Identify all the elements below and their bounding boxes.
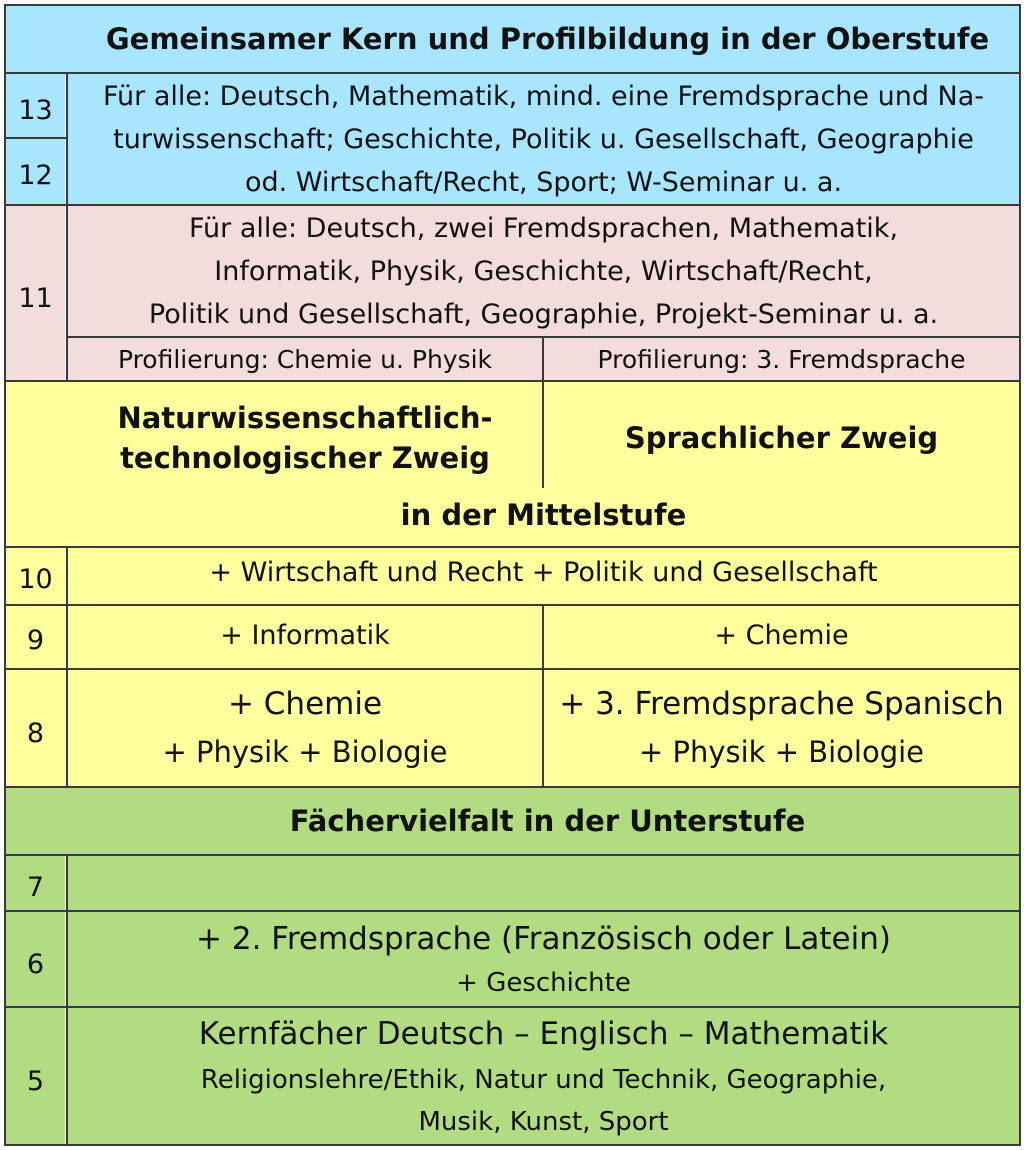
- mittelstufe-caption: [68, 490, 1019, 540]
- branch-divider-grades: [542, 604, 544, 788]
- grade-11-profile-right-label: Profilierung: 3. Fremdsprache: [597, 344, 966, 374]
- grade-11-profile-left-label: Profilierung: Chemie u. Physik: [117, 344, 493, 374]
- grade-5-cell: [6, 1008, 65, 1144]
- divider-grade-8-unterstufe: [4, 786, 1021, 788]
- grade-9-right-label: + Chemie: [714, 619, 849, 651]
- grade-8-right-line-2: + Physik + Biologie: [638, 735, 925, 769]
- grade-7-subjects: [68, 856, 1019, 910]
- grade-6-subjects-line-2: + Geschichte: [456, 968, 631, 998]
- grade-column-line-unterstufe: [66, 854, 68, 1146]
- oberstufe-header-label: Gemeinsamer Kern und Profilbildung in der Oberstufe: [105, 22, 990, 56]
- grade-12-cell: [6, 139, 65, 204]
- grade-6-subjects-line-1: + 2. Fremdsprache (Französisch oder Latein): [196, 921, 891, 957]
- grade-9-cell: [6, 606, 65, 668]
- mittelstufe-caption-label: in der Mittelstufe: [400, 498, 687, 532]
- grade-6-label: 6: [26, 948, 45, 980]
- grade-7-cell: [6, 856, 65, 910]
- grade-9-label: 9: [26, 624, 45, 656]
- grade-6-subjects: [68, 912, 1019, 1006]
- grade-5-label: 5: [26, 1065, 45, 1097]
- grade-11-cell: [6, 206, 65, 380]
- border-top: [4, 4, 1021, 6]
- grade-11-subjects-line-2: Informatik, Physik, Geschichte, Wirtschaft/Recht,: [214, 255, 873, 287]
- grade-9-left: [68, 606, 542, 668]
- grade-5-subjects-line-2: Religionslehre/Ethik, Natur und Technik, Geographie,: [200, 1065, 887, 1095]
- branch-right-label: Sprachlicher Zweig: [624, 421, 939, 455]
- unterstufe-header: [6, 788, 1019, 854]
- grade-10-subjects-label: + Wirtschaft und Recht + Politik und Gesellschaft: [209, 556, 878, 588]
- oberstufe-subjects-line-3: od. Wirtschaft/Recht, Sport; W-Seminar u. a.: [244, 166, 843, 198]
- grade-8-left-line-1: + Chemie: [227, 686, 383, 722]
- oberstufe-subjects-line-2: turwissenschaft; Geschichte, Politik u. Gesellschaft, Geographie: [113, 123, 974, 155]
- grade-7-label: 7: [26, 871, 45, 903]
- grade-8-right-line-1: + 3. Fremdsprache Spanisch: [559, 686, 1004, 722]
- divider-unterstufe-7: [4, 854, 1021, 856]
- grade-8-left: [68, 670, 542, 786]
- grade-10-label: 10: [18, 563, 53, 595]
- grade-6-cell: [6, 912, 65, 1006]
- branch-left-line-2: technologischer Zweig: [120, 441, 490, 475]
- border-right: [1019, 4, 1021, 1146]
- grade-11-subjects: [68, 206, 1019, 336]
- divider-grade-7-6: [4, 910, 1021, 912]
- divider-grade-12-11: [4, 204, 1021, 206]
- divider-grade-9-8: [4, 668, 1021, 670]
- grade-8-left-line-2: + Physik + Biologie: [162, 735, 448, 769]
- grade-column-line-upper: [66, 72, 68, 382]
- grade-11-profile-right: [544, 338, 1019, 380]
- divider-grade-13-12: [4, 137, 66, 139]
- grade-8-cell: [6, 670, 65, 786]
- divider-grade-11-mittelstufe: [4, 380, 1021, 382]
- grade-9-left-label: + Informatik: [220, 619, 390, 651]
- grade-5-subjects-line-3: Musik, Kunst, Sport: [418, 1107, 669, 1137]
- grade-11-subjects-line-3: Politik und Gesellschaft, Geographie, Projekt-Seminar u. a.: [148, 298, 939, 330]
- grade-11-subjects-line-1: Für alle: Deutsch, zwei Fremdsprachen, Mathematik,: [188, 212, 899, 244]
- divider-grade-6-5: [4, 1006, 1021, 1008]
- branch-left-line-1: Naturwissenschaftlich-: [117, 401, 493, 435]
- branch-right: [544, 390, 1019, 486]
- oberstufe-header: [6, 6, 1019, 72]
- grade-8-right: [544, 670, 1019, 786]
- grade-11-label: 11: [18, 282, 53, 314]
- grade-9-right: [544, 606, 1019, 668]
- oberstufe-subjects-line-1: Für alle: Deutsch, Mathematik, mind. eine Fremdsprache und Na-: [102, 80, 985, 112]
- divider-oberstufe-header: [4, 72, 1021, 74]
- divider-mittelstufe-10: [4, 546, 1021, 548]
- grade-12-label: 12: [18, 160, 53, 191]
- grade-column-line-lower: [66, 546, 68, 788]
- unterstufe-header-label: Fächervielfalt in der Unterstufe: [289, 804, 806, 838]
- divider-grade-10-9: [4, 604, 1021, 606]
- grade-8-label: 8: [26, 717, 45, 749]
- grade-5-subjects-line-1: Kernfächer Deutsch – Englisch – Mathematik: [198, 1016, 889, 1052]
- grade-10-subjects: [68, 548, 1019, 604]
- grade-13-cell: [6, 74, 65, 138]
- branch-divider-header: [542, 382, 544, 488]
- border-left: [4, 4, 6, 1146]
- branch-left: [68, 390, 542, 486]
- border-bottom: [4, 1144, 1021, 1146]
- grade-13-label: 13: [18, 94, 53, 126]
- grade-5-subjects: [68, 1008, 1019, 1144]
- branch-divider-profile: [542, 336, 544, 382]
- grade-10-cell: [6, 548, 65, 604]
- oberstufe-subjects: [68, 74, 1019, 204]
- grade-11-profile-left: [68, 338, 542, 380]
